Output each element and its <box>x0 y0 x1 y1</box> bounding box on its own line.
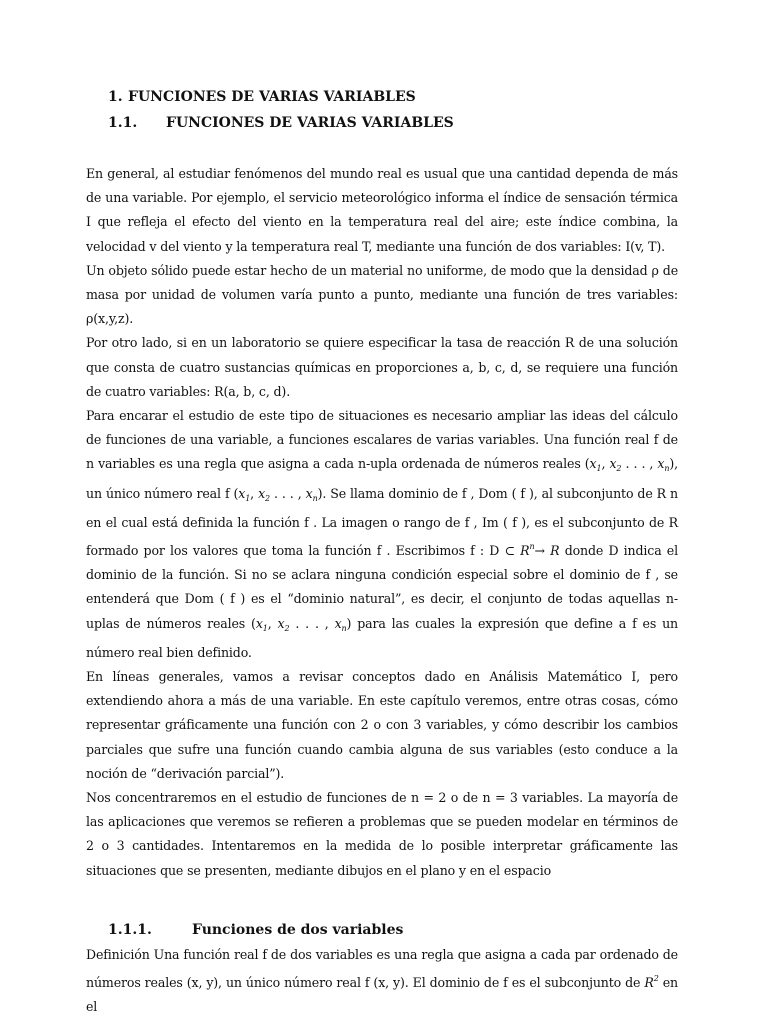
section-number: 1.1.1. <box>108 921 152 938</box>
math-x1: $x_1$ <box>589 456 602 474</box>
section-heading-1-1-1 <box>108 917 678 943</box>
math-r2: $R^2$ <box>644 974 659 991</box>
math-rn: $R^n$ <box>520 542 535 559</box>
section-number: 1.1. <box>108 115 138 131</box>
math-xn: $x_n$ <box>305 485 318 503</box>
math-x1: $x_1$ <box>238 485 251 503</box>
document-page <box>86 84 678 1020</box>
math-x2: $x_2$ <box>258 485 270 503</box>
paragraph-reaction-rate: Por otro lado, si en un laboratorio se quiere especificar la tasa de reacción R de una solución que consta de cuatro sustancias químicas en proporciones a, b, c, d, se requiere una función de cuatro variables: R(a, b, c, d). <box>86 335 678 399</box>
section-title: Funciones de dos variables <box>192 921 404 938</box>
paragraph-definition-n-variables: Para encarar el estudio de este tipo de situaciones es necesario ampliar las ideas del cálculo de funciones de una variable, a funciones escalares de varias variables. Una función real f de n variables es una regla que asigna a cada n-upla ordenada de números reales ($x_1$, $x_2$ . . . , $x_n$), un único número real f ($x_1$, $x_2$ . . . , $x_n$). Se llama dominio de f , Dom ( f ), al subconjunto de R n en el cual está definida la función f . La imagen o rango de f , Im ( f ), es el subconjunto de R formado por los valores que toma la función f . Escribimos f : D ⊂ $R^n\to R$ donde D indica el dominio de la función. Si no se aclara ninguna condición especial sobre el dominio de f , se entenderá que Dom ( f ) es el “dominio natural”, es decir, el conjunto de todas aquellas n-uplas de números reales ($x_1$, $x_2$ . . . , $x_n$) para las cuales la expresión que define a f es un número real bien definido. <box>86 408 679 660</box>
math-x2: $x_2$ <box>277 615 290 633</box>
math-xn: $x_n$ <box>334 615 347 633</box>
section-heading-1-1 <box>108 110 678 136</box>
paragraph-intro: En general, al estudiar fenómenos del mundo real es usual que una cantidad dependa de más de una variable. Por ejemplo, el servicio meteorológico informa el índice de sensación térmica I que refleja el efecto del viento en la temperatura real del aire; este índice combina, la velocidad v del viento y la temperatura real T, mediante una función de dos variables: I(v, T). <box>86 166 678 254</box>
paragraph-focus: Nos concentraremos en el estudio de funciones de n = 2 o de n = 3 variables. La mayoría de las aplicaciones que veremos se refieren a problemas que se pueden modelar en términos de 2 o 3 cantidades. Intentaremos en la medida de lo posible interpretar gráficamente las situaciones que se presenten, mediante dibujos en el plano y en el espacio <box>86 790 678 878</box>
math-r: R <box>550 543 560 559</box>
math-x2: $x_2$ <box>609 456 622 474</box>
paragraph-density: Un objeto sólido puede estar hecho de un material no uniforme, de modo que la densidad ρ de masa por unidad de volumen varía punto a punto, mediante una función de tres variables: ρ(x,y,z). <box>86 262 678 327</box>
section-heading-1 <box>108 84 678 110</box>
math-x1: $x_1$ <box>255 615 268 633</box>
section-title: FUNCIONES DE VARIAS VARIABLES <box>166 115 454 131</box>
section-number: 1. <box>108 89 123 105</box>
paragraph-definition-two-variables: Definición Una función real f de dos variables es una regla que asigna a cada par ordenado de números reales (x, y), un único número real f (x, y). El dominio de f es el subconjunto de $R^2$ en el <box>86 946 678 1015</box>
paragraph-overview: En líneas generales, vamos a revisar conceptos dado en Análisis Matemático I, pero extendiendo ahora a más de una variable. En este capítulo veremos, entre otras cosas, cómo representar gráficamente una función con 2 o con 3 variables, y cómo describir los cambios parciales que sufre una función cuando cambia alguna de sus variables (esto conduce a la noción de “derivación parcial”). <box>86 669 678 781</box>
math-xn: $x_n$ <box>657 456 670 474</box>
section-title: FUNCIONES DE VARIAS VARIABLES <box>128 89 416 105</box>
